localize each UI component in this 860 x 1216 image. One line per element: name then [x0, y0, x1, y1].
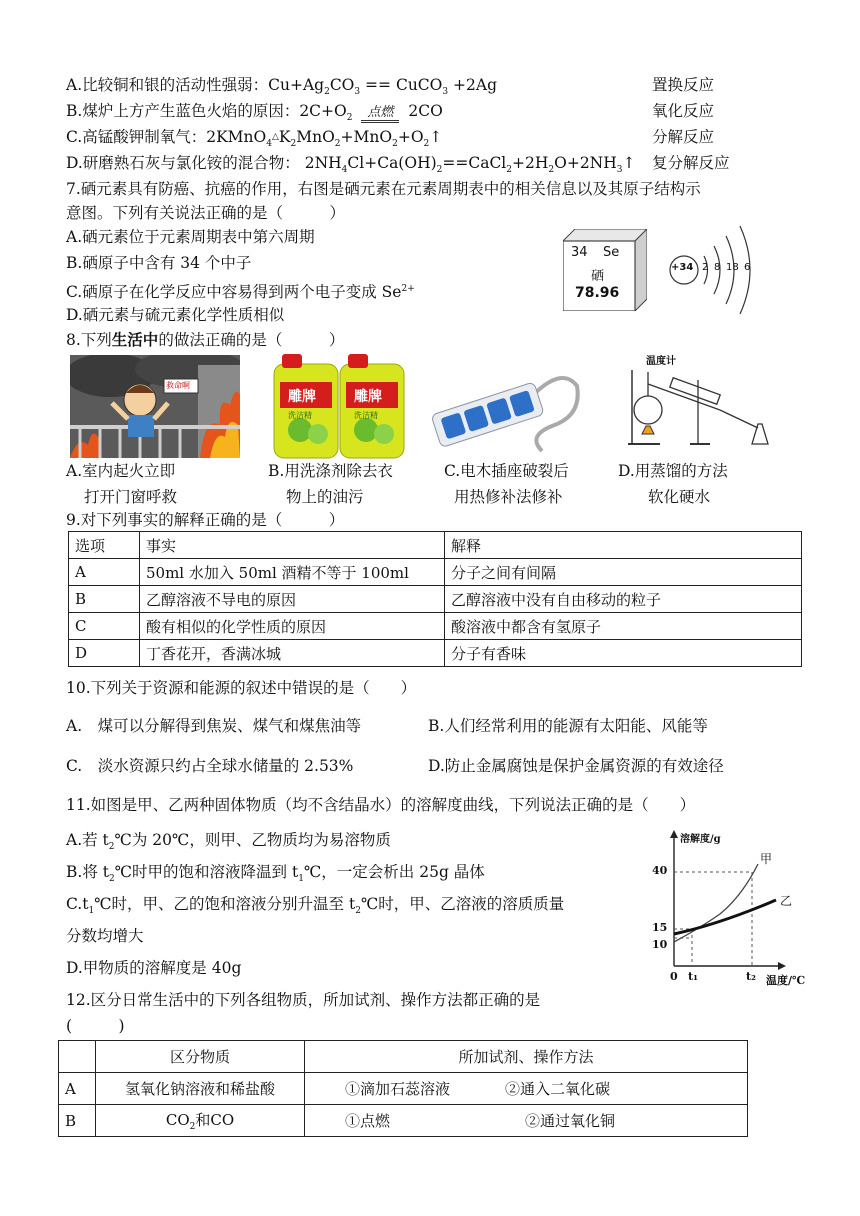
table-row	[69, 613, 802, 640]
chart-xlabel: 温度/℃	[766, 974, 806, 986]
q10-option-d: D.防止金属腐蚀是保护金属资源的有效途径	[428, 757, 724, 775]
table-cell: 酸有相似的化学性质的原因	[140, 613, 445, 640]
shell-1: 2	[702, 262, 709, 273]
q11-option-d: D.甲物质的溶解度是 40g	[66, 959, 242, 977]
periodic-cell	[563, 229, 647, 311]
q6-a-reaction-type: 置换反应	[652, 76, 715, 94]
cell-symbol: Se	[603, 245, 620, 260]
header-cell: 事实	[140, 532, 445, 559]
shell-2: 8	[714, 262, 721, 273]
table-cell: 氢氧化钠溶液和稀盐酸	[96, 1073, 305, 1105]
q8-option-c-line2: 用热修补法修补	[454, 488, 563, 506]
q6-b-reaction-type: 氧化反应	[652, 102, 715, 120]
q8-option-d-line2: 软化硬水	[648, 488, 711, 506]
xtick-t2: t₂	[746, 970, 756, 983]
q10-option-c: C. 淡水资源只约占全球水储量的 2.53%	[66, 757, 354, 775]
table-cell: 50ml 水加入 50ml 酒精不等于 100ml	[140, 559, 445, 586]
brand-label-2: 雕牌	[354, 389, 382, 405]
q8-stem: 8.下列生活中的做法正确的是（ ）	[66, 330, 345, 349]
table-cell: 分子之间有间隔	[445, 559, 802, 586]
fire-sign-text: 救命啊	[166, 381, 190, 390]
header-cell: 选项	[69, 532, 140, 559]
table-header-row	[59, 1041, 748, 1073]
table-row	[69, 559, 802, 586]
table-row	[59, 1105, 748, 1137]
q6-option-c: C.高锰酸钾制氧气：$2KMnO_4^\triangle K_2MnO_2+MnO_2+O_2↑$	[66, 128, 443, 150]
table-cell: ①点燃 ②通过氧化铜	[305, 1105, 748, 1137]
q7-option-c: C.硒原子在化学反应中容易得到两个电子变成 $Se^{2+}$	[66, 283, 415, 302]
q6-d-reaction-type: 复分解反应	[652, 154, 730, 172]
q11-option-a: A.若 $t_2℃$为 20℃，则甲、乙物质均为易溶物质	[66, 831, 391, 853]
table-row	[69, 640, 802, 667]
table-cell: B	[69, 586, 140, 613]
cell-number: 34	[571, 245, 588, 260]
q12-stem-line1: 12.区分日常生活中的下列各组物质，所加试剂、操作方法都正确的是	[66, 991, 541, 1009]
q11-option-c-line2: 分数均增大	[66, 927, 144, 945]
atom-structure-diagram	[662, 222, 774, 320]
nucleus-charge: +34	[671, 262, 694, 273]
q9-table	[68, 531, 802, 667]
header-cell: 区分物质	[96, 1041, 305, 1073]
cell-name: 硒	[591, 269, 605, 284]
fire-scene-image	[70, 355, 240, 458]
table-cell: A	[69, 559, 140, 586]
q7-stem-line1: 7.硒元素具有防癌、抗癌的作用，右图是硒元素在元素周期表中的相关信息以及其原子结构示	[66, 180, 701, 198]
chart-ylabel: 溶解度/g	[680, 834, 721, 845]
cell-mass: 78.96	[575, 285, 620, 301]
q10-stem: 10.下列关于资源和能源的叙述中错误的是（ ）	[66, 679, 417, 697]
series-label-jia: 甲	[760, 852, 773, 866]
q6-option-d: D.研磨熟石灰与氯化铵的混合物： $2NH_4Cl+Ca(OH)_2==CaCl_2+2H_2O+2NH_3↑$	[66, 154, 636, 176]
q6-c-reaction-type: 分解反应	[652, 128, 715, 146]
ytick-15: 15	[652, 921, 668, 934]
series-yi-curve	[674, 900, 776, 934]
ytick-40: 40	[652, 864, 668, 877]
solubility-curve-chart	[640, 826, 820, 986]
table-cell: B	[59, 1105, 96, 1137]
q8-option-b-line2: 物上的油污	[286, 488, 364, 506]
distillation-apparatus-image	[620, 350, 780, 450]
xtick-0: 0	[670, 970, 678, 983]
q8-option-a-line2: 打开门窗呼救	[84, 488, 178, 506]
table-cell: C	[69, 613, 140, 640]
series-label-yi: 乙	[780, 894, 793, 908]
table-header-row	[69, 532, 802, 559]
table-cell: 分子有香味	[445, 640, 802, 667]
q7-option-a: A.硒元素位于元素周期表中第六周期	[66, 228, 315, 246]
q6-option-b: B.煤炉上方产生蓝色火焰的原因：$2C+O_2$ 点燃 2CO	[66, 102, 443, 124]
table-cell: 乙醇溶液不导电的原因	[140, 586, 445, 613]
table-cell: 酸溶液中都含有氢原子	[445, 613, 802, 640]
brand-sub-1: 洗洁精	[288, 411, 312, 420]
q8-option-c-line1: C.电木插座破裂后	[444, 462, 569, 480]
q8-option-d-line1: D.用蒸馏的方法	[618, 462, 728, 480]
table-cell: 乙醇溶液中没有自由移动的粒子	[445, 586, 802, 613]
table-cell: D	[69, 640, 140, 667]
table-row	[59, 1073, 748, 1105]
q6-option-a: A.比较铜和银的活动性强弱：$Cu+Ag_2CO_3$ == CuCO$_3$ +2Ag	[66, 76, 498, 98]
q7-option-b: B.硒原子中含有 34 个中子	[66, 254, 252, 272]
q8-option-b-line1: B.用洗涤剂除去衣	[268, 462, 393, 480]
table-row	[69, 586, 802, 613]
header-cell: 所加试剂、操作方法	[305, 1041, 748, 1073]
table-cell: A	[59, 1073, 96, 1105]
shell-3: 18	[726, 262, 739, 273]
ytick-10: 10	[652, 938, 668, 951]
q9-stem: 9.对下列事实的解释正确的是（ ）	[66, 511, 345, 529]
q10-option-a: A. 煤可以分解得到焦炭、煤气和煤焦油等	[66, 717, 362, 735]
q8-option-a-line1: A.室内起火立即	[66, 462, 176, 480]
detergent-bottles-image	[270, 350, 408, 460]
header-cell	[59, 1041, 96, 1073]
brand-label-1: 雕牌	[288, 389, 316, 405]
q11-option-c: $C.t_1℃$时，甲、乙的饱和溶液分别升温至 $t_2℃$时，甲、乙溶液的溶质质量	[66, 895, 565, 917]
q11-option-b: B.将 $t_2℃$时甲的饱和溶液降温到 $t_1℃$，一定会析出 25g 晶体	[66, 863, 485, 885]
q7-option-d: D.硒元素与硫元素化学性质相似	[66, 306, 285, 324]
ignite-condition: 点燃	[361, 106, 399, 123]
q11-stem: 11.如图是甲、乙两种固体物质（均不含结晶水）的溶解度曲线，下列说法正确的是（ ）	[66, 796, 696, 814]
table-cell: 丁香花开，香满冰城	[140, 640, 445, 667]
table-cell: $CO_2$和CO	[96, 1105, 305, 1137]
q7-stem-line2: 意图。下列有关说法正确的是（ ）	[66, 204, 346, 222]
header-cell: 解释	[445, 532, 802, 559]
q10-option-b: B.人们经常利用的能源有太阳能、风能等	[428, 717, 708, 735]
brand-sub-2: 洗洁精	[354, 411, 378, 420]
thermometer-label: 温度计	[646, 356, 676, 367]
q12-table	[58, 1040, 748, 1137]
table-cell: ①滴加石蕊溶液 ②通入二氧化碳	[305, 1073, 748, 1105]
power-strip-image	[432, 356, 582, 460]
q12-stem-line2: ( )	[66, 1017, 125, 1035]
xtick-t1: t₁	[688, 970, 698, 983]
shell-4: 6	[744, 262, 751, 273]
